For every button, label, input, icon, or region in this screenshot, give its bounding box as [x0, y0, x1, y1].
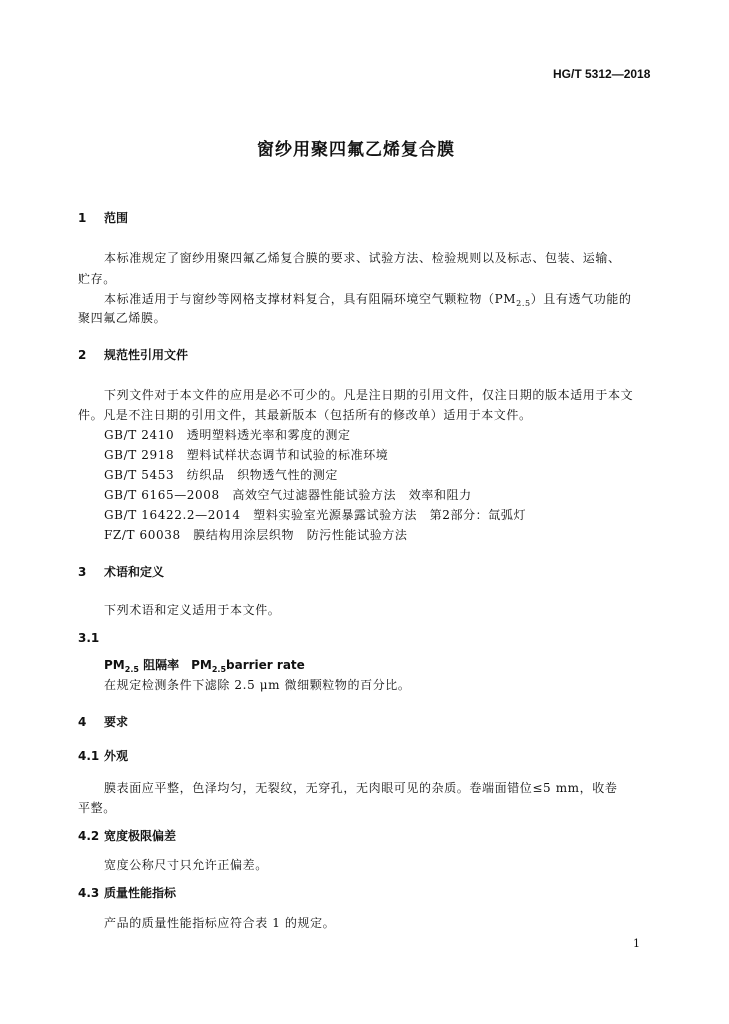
subscript: 2.5: [124, 665, 139, 674]
section-title: 规范性引用文件: [104, 348, 189, 362]
subsection-title: 质量性能指标: [104, 886, 177, 900]
reference-item: GB/T 6165—2008 高效空气过滤器性能试验方法 效率和阻力: [104, 488, 472, 502]
subsection-4-1-para-line-2: 平整。: [78, 801, 116, 815]
section-number: 1: [78, 211, 87, 225]
subsection-4-1-heading: [78, 747, 128, 764]
section-1-heading: [78, 209, 128, 226]
section-title: 要求: [104, 715, 129, 729]
section-1-para-1-line-1: 本标准规定了窗纱用聚四氟乙烯复合膜的要求、试验方法、检验规则以及标志、包装、运输、: [104, 251, 621, 265]
subsection-4-3-para: 产品的质量性能指标应符合表 1 的规定。: [104, 916, 336, 930]
subsection-title: 宽度极限偏差: [104, 829, 177, 843]
subsection-number: 4.3: [78, 886, 100, 900]
document-title: 窗纱用聚四氟乙烯复合膜: [257, 140, 455, 160]
section-1-para-2-line-2: 聚四氟乙烯膜。: [78, 311, 167, 325]
subsection-4-3-heading: [78, 884, 176, 901]
reference-item: FZ/T 60038 膜结构用涂层织物 防污性能试验方法: [104, 528, 408, 542]
subsection-title: 外观: [104, 749, 129, 763]
section-2-para-line-2: 件。凡是不注日期的引用文件，其最新版本（包括所有的修改单）适用于本文件。: [78, 408, 532, 422]
section-number: 2: [78, 348, 87, 362]
page-number: 1: [633, 937, 641, 950]
subsection-number: 4.1: [78, 749, 100, 763]
subsection-4-2-heading: [78, 827, 176, 844]
reference-item: GB/T 2410 透明塑料透光率和雾度的测定: [104, 428, 351, 442]
text-fragment: 本标准适用于与窗纱等网格支撑材料复合，具有阻隔环境空气颗粒物（PM: [104, 292, 517, 306]
section-3-para: 下列术语和定义适用于本文件。: [104, 603, 281, 617]
reference-item: GB/T 16422.2—2014 塑料实验室光源暴露试验方法 第2部分：氙弧灯: [104, 508, 527, 522]
text-fragment: 阻隔率: [138, 658, 192, 672]
section-title: 范围: [104, 211, 129, 225]
document-code: HG/T 5312—2018: [553, 67, 651, 81]
section-title: 术语和定义: [104, 565, 165, 579]
text-fragment: ）且有透气功能的: [530, 292, 632, 306]
section-2-heading: [78, 346, 188, 363]
term-heading: [104, 656, 305, 673]
text-fragment: PM: [191, 658, 212, 672]
reference-item: GB/T 2918 塑料试样状态调节和试验的标准环境: [104, 448, 389, 462]
section-number: 3: [78, 565, 87, 579]
subsection-4-1-para-line-1: 膜表面应平整，色泽均匀，无裂纹，无穿孔，无肉眼可见的杂质。卷端面错位≤5 mm，收卷: [104, 781, 618, 795]
term-definition: 在规定检测条件下滤除 2.5 μm 微细颗粒物的百分比。: [104, 678, 411, 692]
text-fragment: barrier rate: [226, 658, 305, 672]
section-3-heading: [78, 563, 164, 580]
section-2-para-line-1: 下列文件对于本文件的应用是必不可少的。凡是注日期的引用文件，仅注日期的版本适用于本文: [104, 388, 634, 402]
subsection-number: 4.2: [78, 829, 100, 843]
term-number: 3.1: [78, 631, 100, 645]
text-fragment: PM: [104, 658, 125, 672]
subsection-4-2-para: 宽度公称尺寸只允许正偏差。: [104, 858, 268, 872]
subscript: 2.5: [211, 665, 227, 674]
reference-item: GB/T 5453 纺织品 织物透气性的测定: [104, 468, 339, 482]
section-1-para-1-line-2: 贮存。: [78, 272, 116, 286]
section-4-heading: [78, 713, 128, 730]
section-1-para-2-line-1: [104, 290, 632, 307]
subscript: 2.5: [516, 299, 531, 308]
section-number: 4: [78, 715, 87, 729]
